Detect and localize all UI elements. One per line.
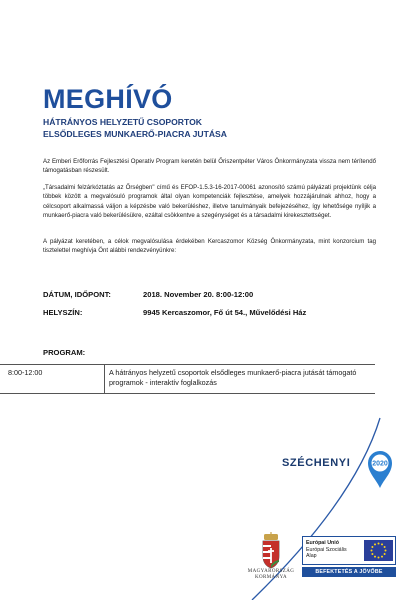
szechenyi-year: 2020 <box>372 460 388 468</box>
szechenyi-pin-icon <box>366 449 394 489</box>
eu-line-2: Európai Szociális <box>306 546 347 553</box>
project-paragraph: „Társadalmi felzárkóztatás az Őrségben" című és EFOP-1.5.3-16-2017-00061 azonosító számú pályázati projektünk célja többek között a megvalósuló programok által olyan kompetenciák fejlesztése, amelyek hozzájárulnak ahhoz, hogy a célcsoport alkalmassá váljon a képzésbe való bekerüléshez, illetve tanulmányaik befejezéséhez, így lehetősége nyíljik a munkaerő-piacra való bekerülésükre, ezáltal csökkentve a szegénységet és a társadalmi kirekesztettséget. <box>43 184 376 219</box>
place-label: HELYSZÍN: <box>43 308 83 317</box>
place-value: 9945 Kercaszomor, Fő út 54., Művelődési Ház <box>143 308 307 317</box>
eu-logo-text <box>306 540 347 560</box>
invitation-paragraph: A pályázat keretében, a célok megvalósulása érdekében Kercaszomor Község Önkormányzata, mint konzorcium tag tisztelettel meghívja Önt alábbi rendezvényünkre: <box>43 238 376 255</box>
government-logo-text <box>244 569 298 581</box>
program-description: A hátrányos helyzetű csoportok elsődleges munkaerő-piacra jutását támogató programok - interaktív foglalkozás <box>109 368 357 388</box>
subtitle-line-2: ELSŐDLEGES MUNKAERŐ-PIACRA JUTÁSA <box>43 128 227 139</box>
eu-flag-icon <box>364 540 393 561</box>
eu-logo-box <box>302 536 396 565</box>
eu-line-3: Alap <box>306 553 317 560</box>
hungarian-coat-of-arms-icon <box>255 532 287 570</box>
government-line-1: MAGYARORSZÁG <box>247 569 295 574</box>
date-value: 2018. November 20. 8:00-12:00 <box>143 290 254 299</box>
date-label: DÁTUM, IDŐPONT: <box>43 290 111 299</box>
eu-line-1: Európai Unió <box>306 540 339 546</box>
szechenyi-logo-text: SZÉCHENYI <box>282 457 351 469</box>
document-title: MEGHÍVÓ <box>43 84 173 114</box>
invest-in-future-banner: BEFEKTETÉS A JÖVŐBE <box>302 567 396 577</box>
subtitle-line-1: HÁTRÁNYOS HELYZETŰ CSOPORTOK <box>43 117 203 127</box>
program-time: 8:00-12:00 <box>8 368 43 377</box>
eu-stars-icon <box>364 540 393 561</box>
program-label: PROGRAM: <box>43 348 86 357</box>
government-line-2: KORMÁNYA <box>254 575 288 580</box>
intro-paragraph: Az Emberi Erőforrás Fejlesztési Operatív Program keretén belül Őriszentpéter Város Önkormányzata vissza nem térítendő támogatásban részesült. <box>43 158 376 175</box>
